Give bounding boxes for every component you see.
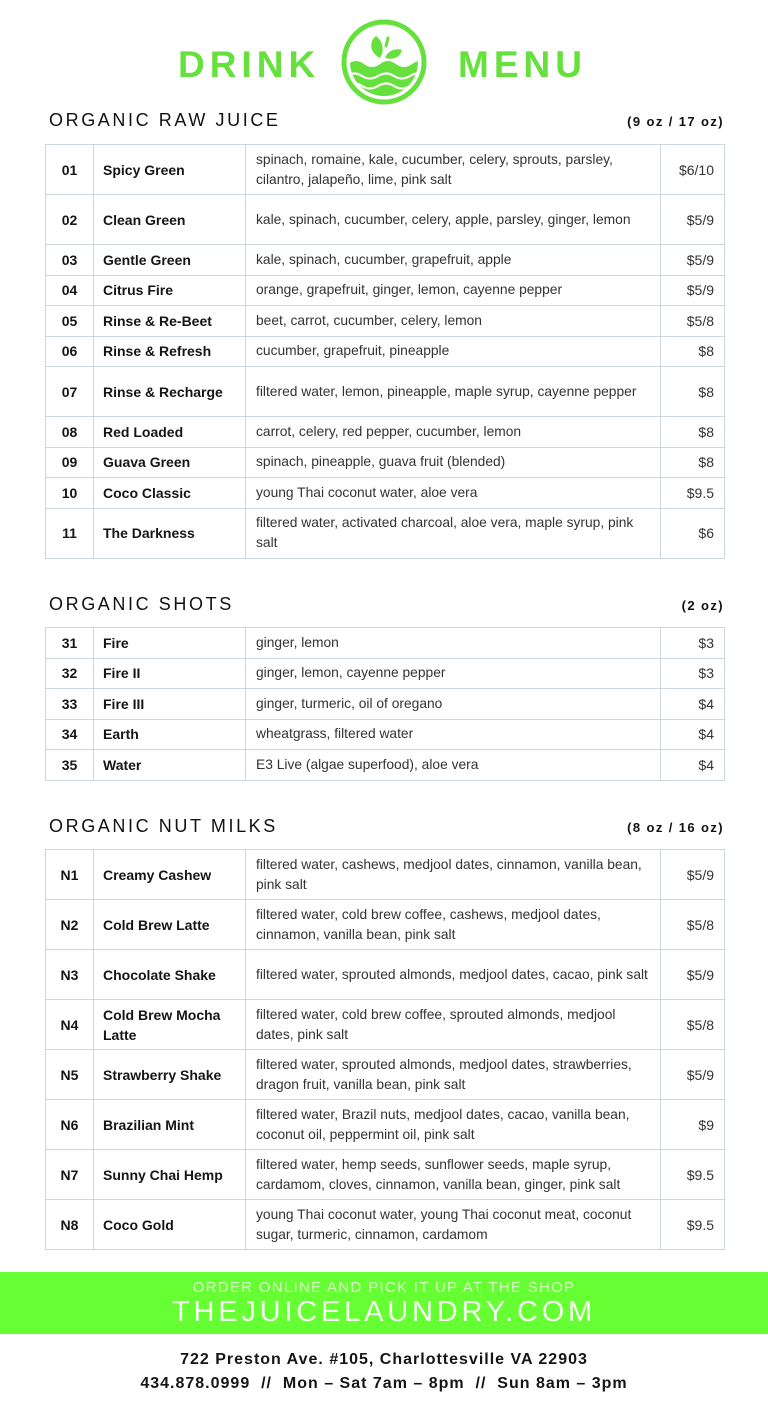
item-number: N6 xyxy=(46,1100,94,1150)
item-number: 09 xyxy=(46,447,94,478)
item-number: N4 xyxy=(46,1000,94,1050)
item-price: $5/8 xyxy=(661,1000,725,1050)
item-number: 08 xyxy=(46,417,94,448)
section-size: (9 oz / 17 oz) xyxy=(627,114,724,129)
item-price: $3 xyxy=(661,628,725,659)
shop-contact-hours: 434.878.0999 // Mon – Sat 7am – 8pm // Sun 8am – 3pm xyxy=(140,1375,628,1392)
item-price: $5/8 xyxy=(661,306,725,337)
item-ingredients: E3 Live (algae superfood), aloe vera xyxy=(246,750,661,781)
item-ingredients: filtered water, cold brew coffee, cashews, medjool dates, cinnamon, vanilla bean, pink salt xyxy=(246,900,661,950)
table-row xyxy=(46,417,725,448)
section-title: ORGANIC NUT MILKS xyxy=(49,816,278,836)
item-price: $8 xyxy=(661,447,725,478)
item-number: N7 xyxy=(46,1150,94,1200)
item-price: $4 xyxy=(661,750,725,781)
item-number: N5 xyxy=(46,1050,94,1100)
item-ingredients: filtered water, activated charcoal, aloe vera, maple syrup, pink salt xyxy=(246,508,661,558)
item-name: Clean Green xyxy=(94,195,246,245)
item-price: $5/9 xyxy=(661,245,725,276)
table-row xyxy=(46,1200,725,1250)
item-name: Brazilian Mint xyxy=(94,1100,246,1150)
order-online-banner xyxy=(0,1272,768,1334)
item-price: $9.5 xyxy=(661,478,725,509)
table-row xyxy=(46,508,725,558)
item-ingredients: carrot, celery, red pepper, cucumber, lemon xyxy=(246,417,661,448)
table-row xyxy=(46,628,725,659)
item-name: Fire III xyxy=(94,689,246,720)
table-row xyxy=(46,1050,725,1100)
item-name: Chocolate Shake xyxy=(94,950,246,1000)
item-name: Guava Green xyxy=(94,447,246,478)
shots-table xyxy=(45,627,725,781)
table-row xyxy=(46,1100,725,1150)
table-row xyxy=(46,750,725,781)
shop-address: 722 Preston Ave. #105, Charlottesville VA 22903 xyxy=(180,1351,588,1368)
item-name: Coco Classic xyxy=(94,478,246,509)
item-name: Rinse & Recharge xyxy=(94,367,246,417)
table-row xyxy=(46,195,725,245)
item-price: $9.5 xyxy=(661,1200,725,1250)
item-name: Red Loaded xyxy=(94,417,246,448)
section-size: (2 oz) xyxy=(681,598,724,613)
item-ingredients: ginger, turmeric, oil of oregano xyxy=(246,689,661,720)
section-title: ORGANIC SHOTS xyxy=(49,594,234,614)
item-ingredients: cucumber, grapefruit, pineapple xyxy=(246,336,661,367)
item-name: Fire II xyxy=(94,658,246,689)
item-number: 33 xyxy=(46,689,94,720)
item-ingredients: beet, carrot, cucumber, celery, lemon xyxy=(246,306,661,337)
item-ingredients: orange, grapefruit, ginger, lemon, cayenne pepper xyxy=(246,275,661,306)
header-title-right: MENU xyxy=(458,44,587,85)
table-row xyxy=(46,145,725,195)
website-link[interactable]: THEJUICELAUNDRY.COM xyxy=(171,1296,597,1328)
item-number: 35 xyxy=(46,750,94,781)
item-number: 03 xyxy=(46,245,94,276)
table-row xyxy=(46,689,725,720)
item-number: N1 xyxy=(46,850,94,900)
item-ingredients: kale, spinach, cucumber, celery, apple, parsley, ginger, lemon xyxy=(246,195,661,245)
item-ingredients: filtered water, hemp seeds, sunflower seeds, maple syrup, cardamom, cloves, cinnamon, vanilla bean, ginger, pink salt xyxy=(246,1150,661,1200)
item-name: The Darkness xyxy=(94,508,246,558)
item-price: $5/9 xyxy=(661,1050,725,1100)
item-name: Earth xyxy=(94,719,246,750)
item-number: 05 xyxy=(46,306,94,337)
section-header-nut-milks xyxy=(49,816,724,840)
item-price: $9 xyxy=(661,1100,725,1150)
item-number: 32 xyxy=(46,658,94,689)
item-price: $4 xyxy=(661,689,725,720)
item-name: Cold Brew Mocha Latte xyxy=(94,1000,246,1050)
item-price: $3 xyxy=(661,658,725,689)
item-name: Spicy Green xyxy=(94,145,246,195)
item-ingredients: wheatgrass, filtered water xyxy=(246,719,661,750)
item-number: 34 xyxy=(46,719,94,750)
item-number: N3 xyxy=(46,950,94,1000)
item-price: $5/9 xyxy=(661,950,725,1000)
item-number: 06 xyxy=(46,336,94,367)
item-price: $6/10 xyxy=(661,145,725,195)
item-ingredients: spinach, pineapple, guava fruit (blended) xyxy=(246,447,661,478)
item-ingredients: young Thai coconut water, young Thai coconut meat, coconut sugar, turmeric, cinnamon, cardamom xyxy=(246,1200,661,1250)
item-ingredients: filtered water, sprouted almonds, medjool dates, strawberries, dragon fruit, vanilla bean, pink salt xyxy=(246,1050,661,1100)
menu-header xyxy=(0,18,768,110)
item-price: $8 xyxy=(661,367,725,417)
header-title-left: DRINK xyxy=(178,44,321,85)
table-row xyxy=(46,336,725,367)
item-number: N8 xyxy=(46,1200,94,1250)
item-price: $5/9 xyxy=(661,195,725,245)
item-price: $8 xyxy=(661,336,725,367)
order-online-tagline: ORDER ONLINE AND PICK IT UP AT THE SHOP xyxy=(192,1279,576,1296)
leaf-waves-logo-icon xyxy=(340,18,428,106)
table-row xyxy=(46,900,725,950)
item-name: Sunny Chai Hemp xyxy=(94,1150,246,1200)
table-row xyxy=(46,950,725,1000)
section-size: (8 oz / 16 oz) xyxy=(627,820,724,835)
table-row xyxy=(46,367,725,417)
item-name: Citrus Fire xyxy=(94,275,246,306)
table-row xyxy=(46,306,725,337)
item-name: Cold Brew Latte xyxy=(94,900,246,950)
item-ingredients: ginger, lemon, cayenne pepper xyxy=(246,658,661,689)
item-number: 02 xyxy=(46,195,94,245)
item-ingredients: filtered water, cashews, medjool dates, cinnamon, vanilla bean, pink salt xyxy=(246,850,661,900)
item-name: Gentle Green xyxy=(94,245,246,276)
table-row xyxy=(46,719,725,750)
item-ingredients: filtered water, Brazil nuts, medjool dates, cacao, vanilla bean, coconut oil, peppermint oil, pink salt xyxy=(246,1100,661,1150)
item-ingredients: spinach, romaine, kale, cucumber, celery, sprouts, parsley, cilantro, jalapeño, lime, pink salt xyxy=(246,145,661,195)
table-row xyxy=(46,850,725,900)
item-price: $6 xyxy=(661,508,725,558)
item-ingredients: kale, spinach, cucumber, grapefruit, apple xyxy=(246,245,661,276)
shop-info-footer xyxy=(0,1348,768,1396)
item-number: N2 xyxy=(46,900,94,950)
item-price: $5/9 xyxy=(661,275,725,306)
item-number: 10 xyxy=(46,478,94,509)
item-ingredients: filtered water, sprouted almonds, medjool dates, cacao, pink salt xyxy=(246,950,661,1000)
table-row xyxy=(46,658,725,689)
item-name: Rinse & Refresh xyxy=(94,336,246,367)
table-row xyxy=(46,275,725,306)
item-name: Strawberry Shake xyxy=(94,1050,246,1100)
item-price: $5/9 xyxy=(661,850,725,900)
item-name: Water xyxy=(94,750,246,781)
raw-juice-table xyxy=(45,144,725,559)
item-price: $4 xyxy=(661,719,725,750)
item-number: 31 xyxy=(46,628,94,659)
nut-milks-table xyxy=(45,849,725,1250)
item-ingredients: young Thai coconut water, aloe vera xyxy=(246,478,661,509)
item-ingredients: filtered water, lemon, pineapple, maple syrup, cayenne pepper xyxy=(246,367,661,417)
item-number: 01 xyxy=(46,145,94,195)
section-header-raw-juice xyxy=(49,110,724,134)
item-price: $5/8 xyxy=(661,900,725,950)
table-row xyxy=(46,1150,725,1200)
item-number: 04 xyxy=(46,275,94,306)
item-name: Creamy Cashew xyxy=(94,850,246,900)
item-price: $8 xyxy=(661,417,725,448)
table-row xyxy=(46,245,725,276)
item-number: 07 xyxy=(46,367,94,417)
item-name: Rinse & Re-Beet xyxy=(94,306,246,337)
table-row xyxy=(46,447,725,478)
item-ingredients: ginger, lemon xyxy=(246,628,661,659)
item-price: $9.5 xyxy=(661,1150,725,1200)
item-name: Coco Gold xyxy=(94,1200,246,1250)
item-name: Fire xyxy=(94,628,246,659)
section-title: ORGANIC RAW JUICE xyxy=(49,110,281,130)
item-number: 11 xyxy=(46,508,94,558)
item-ingredients: filtered water, cold brew coffee, sprouted almonds, medjool dates, pink salt xyxy=(246,1000,661,1050)
table-row xyxy=(46,478,725,509)
table-row xyxy=(46,1000,725,1050)
section-header-shots xyxy=(49,594,724,618)
